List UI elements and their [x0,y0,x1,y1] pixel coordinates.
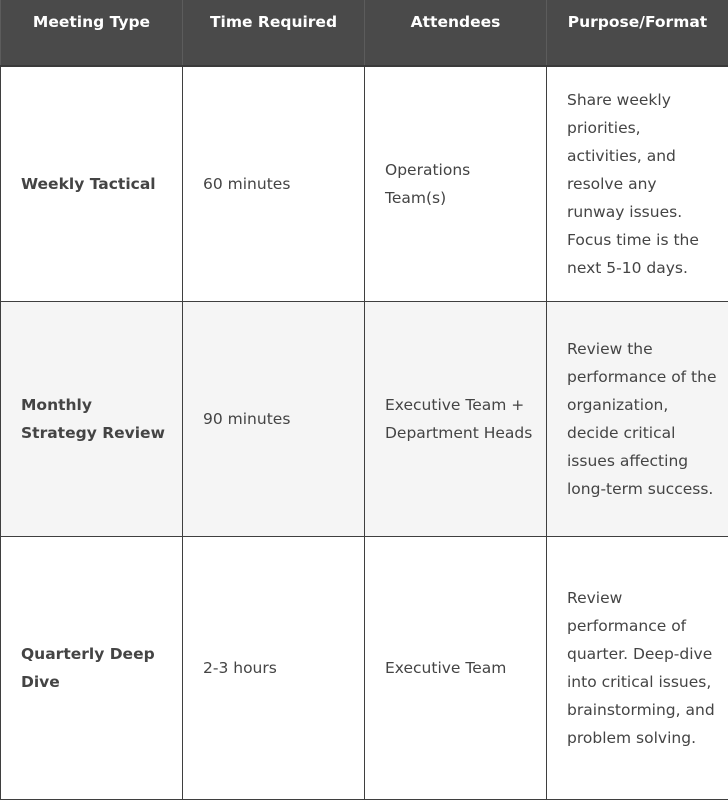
header-purpose-format: Purpose/Format [547,0,728,66]
cell-purpose-format: Review the performance of the organization, decide critical issues affecting long-term success. [547,301,728,536]
table-row [1,536,728,799]
table-row [1,301,728,536]
cell-purpose-format: Review performance of quarter. Deep-dive into critical issues, brainstorming, and problem solving. [547,536,728,799]
header-time-required: Time Required [183,0,365,66]
cell-time-required: 60 minutes [183,66,365,301]
header-meeting-type: Meeting Type [1,0,183,66]
table-body [1,66,728,799]
cell-time-required: 2-3 hours [183,536,365,799]
cell-meeting-type: Monthly Strategy Review [1,301,183,536]
table-row [1,66,728,301]
cell-purpose-format: Share weekly priorities, activities, and resolve any runway issues. Focus time is the next 5-10 days. [547,66,728,301]
cell-meeting-type: Quarterly Deep Dive [1,536,183,799]
cell-attendees: Executive Team + Department Heads [365,301,547,536]
cell-attendees: Executive Team [365,536,547,799]
header-attendees: Attendees [365,0,547,66]
cell-attendees: Operations Team(s) [365,66,547,301]
cell-meeting-type: Weekly Tactical [1,66,183,301]
header-row [1,0,728,66]
cell-time-required: 90 minutes [183,301,365,536]
table-header [1,0,728,66]
